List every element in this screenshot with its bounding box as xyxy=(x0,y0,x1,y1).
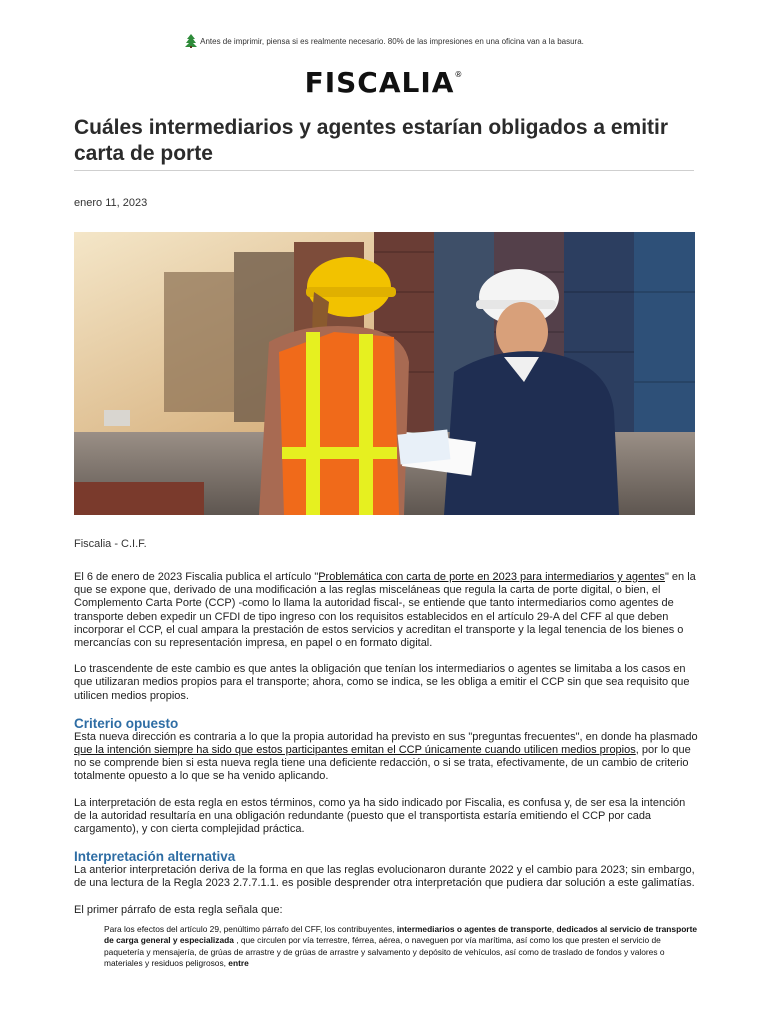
section-heading-criterio: Criterio opuesto xyxy=(74,715,179,731)
logo-registered-mark: ® xyxy=(454,70,464,79)
paragraph-primer-parrafo: El primer párrafo de esta regla señala que: xyxy=(74,903,283,916)
quote-bold: entre xyxy=(228,958,249,969)
fiscalia-logo[interactable] xyxy=(0,66,768,99)
title-divider xyxy=(74,170,694,171)
print-note-text: Antes de imprimir, piensa si es realmente necesario. 80% de las impresiones en una oficina van a la basura. xyxy=(200,37,584,47)
paragraph-intro xyxy=(74,571,698,650)
article-body xyxy=(74,571,698,970)
faq-link[interactable]: que la intención siempre ha sido que estos participantes emitan el CCP únicamente cuando utilicen medios propios xyxy=(74,744,636,757)
print-note xyxy=(0,34,768,50)
paragraph-criterio xyxy=(74,731,698,784)
rule-quote xyxy=(104,924,698,970)
quote-text: Para los efectos del artículo 29, penúltimo párrafo del CFF, los contribuyentes, xyxy=(104,923,397,934)
logo-text: FISCALIA xyxy=(304,66,455,99)
paragraph-text: , por lo que no se comprende bien si esta nueva regla tiene una deficiente redacción, o si se trata, efectivamente, de un cambio de criterio totalmente opuesto a lo que se ha venido aplicando. xyxy=(74,744,691,783)
paragraph-text: " en la que se expone que, derivado de una modificación a las reglas misceláneas que regula la carta de porte digital, o bien, el Complemento Carta Porte (CCP) -como lo llama la autoridad fiscal-, se entiende que tanto intermediarios como agentes de transporte deben expedir un CFDI de tipo ingreso con los requisitos establecidos en el artículo 29-A del CFF al que deben incorporar el CCP, el cual ampara la prestación de estos servicios y acreditan el transporte y la legal tenencia de los bienes o mercancías con su representación impresa, en papel o en formato digital. xyxy=(74,571,696,650)
paragraph-text: Esta nueva dirección es contraria a lo que la propia autoridad ha previsto en sus "preguntas frecuentes", en donde ha plasmado xyxy=(74,730,698,743)
quote-text: , que circulen por vía terrestre, férrea, aérea, o naveguen por vía marítima, así como los que presten el servicio de paquetería y mensajería, de grúas de arrastre y de grúas de arrastre y salvamento y depósito de vehículos, así como de traslado de fondos y valores o materiales y residuos peligrosos, xyxy=(104,935,665,969)
tree-icon xyxy=(184,34,198,50)
article-photo xyxy=(74,232,695,515)
quote-bold: dedicados al servicio de transporte de carga general y especializada xyxy=(104,923,698,946)
quote-text: , xyxy=(551,923,557,934)
article-title: Cuáles intermediarios y agentes estarían obligados a emitir carta de porte xyxy=(74,116,669,165)
related-article-link[interactable]: Problemática con carta de porte en 2023 para intermediarios y agentes xyxy=(318,571,665,583)
article-date: enero 11, 2023 xyxy=(74,197,148,209)
paragraph-interpretacion: La interpretación de esta regla en estos términos, como ya ha sido indicado por Fiscalia, es confusa y, de ser esa la intención de la autoridad resultaría en una obligación redundante (puesto que el transportista estaría emitiendo el CCP por cada cargamento), y con cierta complejidad práctica. xyxy=(74,796,686,836)
paragraph-trascendente: Lo trascendente de este cambio es que antes la obligación que tenían los intermediarios o agentes se limitaba a los casos en que utilizaran medios propios para el transporte; ahora, como se indica, se les obliga a emitir el CCP sin que sea requisito que utilicen medios propios. xyxy=(74,663,690,702)
paragraph-alternativa: La anterior interpretación deriva de la forma en que las reglas evolucionaron durante 2022 y el cambio para 2023; sin embargo, de una lectura de la Regla 2023 2.7.7.1.1. es posible desprender otra interpretación que pudiera dar solución a este galimatías. xyxy=(74,864,695,890)
section-heading-alternativa: Interpretación alternativa xyxy=(74,849,236,865)
paragraph-text: El 6 de enero de 2023 Fiscalia publica el artículo " xyxy=(74,571,319,583)
image-caption: Fiscalia - C.I.F. xyxy=(74,538,147,550)
quote-bold: intermediarios o agentes de transporte xyxy=(396,923,552,934)
